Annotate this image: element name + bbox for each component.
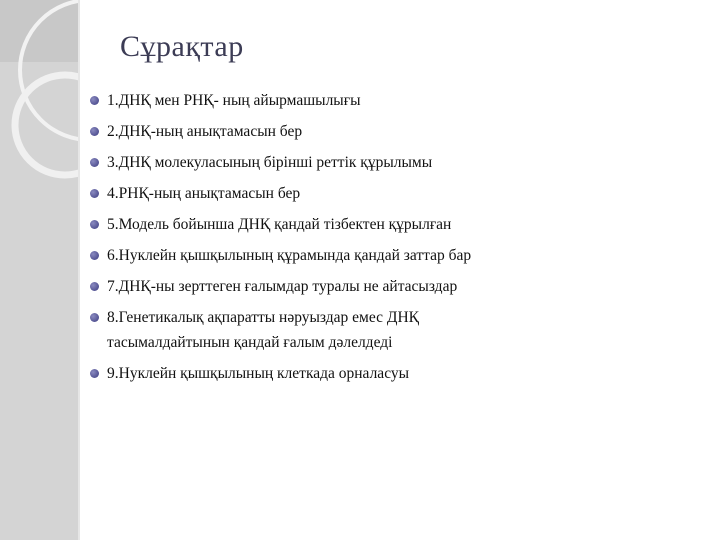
item-text: 7.ДНҚ-ны зерттеген ғалымдар туралы не айтасыздар: [107, 278, 458, 295]
bullet-icon: [90, 220, 99, 229]
bullet-icon: [90, 189, 99, 198]
bullet-icon: [90, 127, 99, 136]
decorative-circles: [0, 0, 78, 200]
list-item: [88, 119, 688, 144]
decorative-side-panel: [0, 0, 78, 540]
bullet-icon: [90, 96, 99, 105]
list-item: [88, 181, 688, 206]
item-text: 4.РНҚ-ның анықтамасын бер: [107, 185, 301, 202]
bullet-icon: [90, 282, 99, 291]
question-list: [88, 88, 688, 392]
list-item: [88, 305, 527, 355]
list-item: [88, 243, 688, 268]
item-text: 2.ДНҚ-ның анықтамасын бер: [107, 123, 303, 140]
list-item: [88, 88, 688, 113]
bullet-icon: [90, 158, 99, 167]
slide-title: Сұрақтар: [120, 30, 244, 63]
item-text: 3.ДНҚ молекуласының бірінші реттік құрылымы: [107, 154, 433, 171]
bullet-icon: [90, 369, 99, 378]
list-item: [88, 150, 688, 175]
item-text: 5.Модель бойынша ДНҚ қандай тізбектен құрылған: [107, 216, 452, 233]
bullet-icon: [90, 251, 99, 260]
list-item: [88, 212, 688, 237]
item-text: 9.Нуклейн қышқылының клеткада орналасуы: [107, 365, 410, 382]
list-item: [88, 274, 688, 299]
list-item: [88, 361, 688, 386]
item-text: 1.ДНҚ мен РНҚ- ның айырмашылығы: [107, 92, 361, 109]
bullet-icon: [90, 313, 99, 322]
side-divider: [78, 0, 80, 540]
item-text: 6.Нуклейн қышқылының құрамында қандай заттар бар: [107, 247, 472, 264]
item-text: 8.Генетикалық ақпаратты нәруыздар емес ДНҚ тасымалдайтынын қандай ғалым дәлелдеді: [107, 309, 419, 351]
